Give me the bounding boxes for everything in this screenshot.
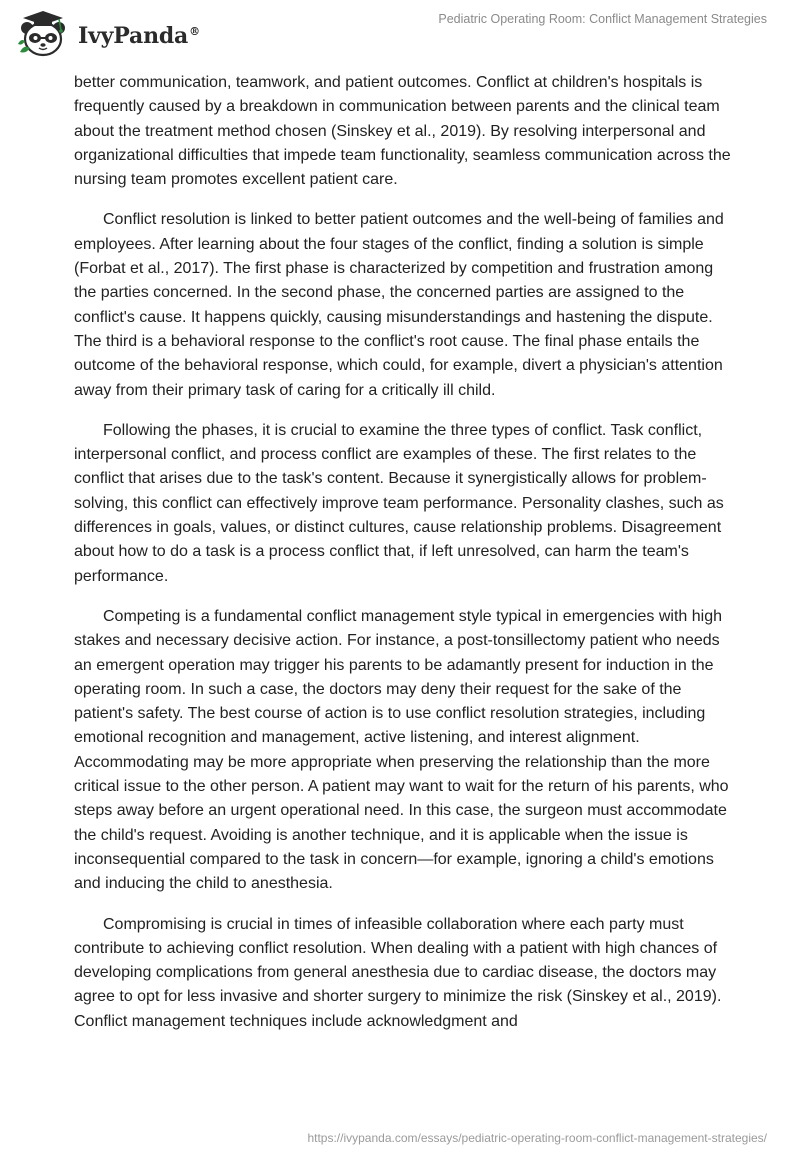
panda-graduate-icon: [14, 8, 72, 60]
registered-mark: ®: [189, 24, 200, 38]
brand-text: IvyPanda: [78, 23, 189, 49]
paragraph: Compromising is crucial in times of infeasible collaboration where each party must contribute to achieving conflict resolution. When dealing with a patient with high chances of developing complications from general anesthesia due to cardiac disease, the doctors may agree to opt for less invasive and shorter surgery to minimize the risk (Sinskey et al., 2019). Conflict management techniques include acknowledgment and: [74, 915, 722, 1030]
paragraph: Competing is a fundamental conflict management style typical in emergencies with high stakes and necessary decisive action. For instance, a post-tonsillectomy patient who needs an emergent operation may trigger his parents to be adamantly present for induction in the operating room. In such a case, the doctors may deny their request for the sake of the patient's safety. The best course of action is to use conflict resolution strategies, including emotional recognition and management, active listening, and interest alignment. Accommodating may be more appropriate when preserving the relationship than the more critical issue to the other person. A patient may want to wait for the return of his parents, who steps away before an urgent operational need. In this case, the surgeon must accommodate the child's request. Avoiding is another technique, and it is applicable when the issue is inconsequential compared to the task in concern—for example, ignoring a child's emotions and inducing the child to anesthesia.: [74, 607, 729, 893]
paragraph: Following the phases, it is crucial to examine the three types of conflict. Task conflict, interpersonal conflict, and process conflict are examples of these. The first relates to the conflict that arises due to the task's content. Because it synergistically allows for problem-solving, this conflict can effectively improve team performance. Personality clashes, such as differences in goals, values, or distinct cultures, cause relationship problems. Disagreement about how to do a task is a process conflict that, if left unresolved, can harm the team's performance.: [74, 421, 724, 585]
brand-name: [78, 23, 200, 49]
page-header: [0, 0, 800, 70]
essay-body: [74, 71, 734, 1050]
ivypanda-logo[interactable]: [14, 8, 200, 60]
source-url[interactable]: https://ivypanda.com/essays/pediatric-operating-room-conflict-management-strategies/: [307, 1131, 767, 1145]
paragraph: Conflict resolution is linked to better patient outcomes and the well-being of families and employees. After learning about the four stages of the conflict, finding a solution is simple (Forbat et al., 2017). The first phase is characterized by competition and frustration among the parties concerned. In the second phase, the concerned parties are assigned to the conflict's cause. It happens quickly, causing misunderstandings and hastening the dispute. The third is a behavioral response to the conflict's root cause. The final phase entails the outcome of the behavioral response, which could, for example, divert a physician's attention away from their primary task of caring for a critically ill child.: [74, 211, 724, 399]
paragraph-continuation: better communication, teamwork, and patient outcomes. Conflict at children's hospitals is frequently caused by a breakdown in communication between parents and the clinical team about the treatment method chosen (Sinskey et al., 2019). By resolving interpersonal and organizational difficulties that impede team functionality, seamless communication across the nursing team promotes excellent patient care.: [74, 74, 731, 189]
document-title: Pediatric Operating Room: Conflict Management Strategies: [438, 12, 767, 26]
